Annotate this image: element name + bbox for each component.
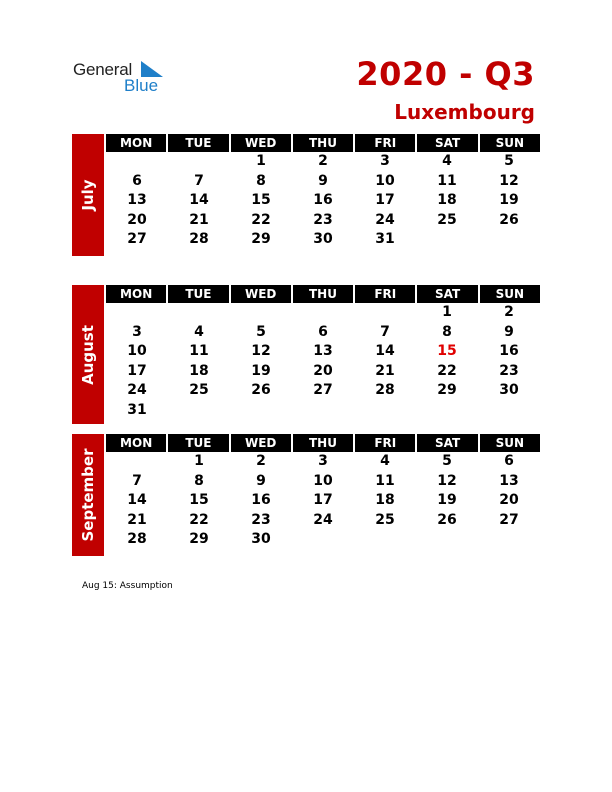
calendar-grid (104, 285, 540, 420)
day-cell: 15 (189, 492, 209, 508)
day-cell (478, 230, 540, 250)
day-cell: 27 (313, 382, 333, 398)
day-cell: 26 (251, 382, 271, 398)
day-cell: 4 (380, 453, 390, 469)
weekday-header-row (106, 285, 540, 303)
day-cell (292, 303, 354, 323)
day-cell: 27 (499, 511, 519, 528)
weekday-header: TUE (168, 134, 228, 152)
day-cell (106, 303, 168, 323)
day-cell: 6 (132, 172, 142, 189)
day-cell (354, 530, 416, 550)
day-cell: 22 (437, 362, 457, 379)
weekday-header: MON (106, 285, 166, 303)
week-row (106, 511, 540, 531)
day-cell: 16 (251, 492, 271, 508)
weekday-header: MON (106, 434, 166, 452)
day-cell: 31 (375, 231, 395, 247)
day-cell: 20 (499, 492, 519, 508)
day-cell (168, 401, 230, 421)
weekday-header: THU (293, 285, 353, 303)
day-cell: 10 (313, 472, 333, 489)
day-cell: 18 (189, 362, 209, 379)
day-cell: 13 (499, 472, 519, 489)
day-cell: 8 (442, 323, 452, 340)
logo-word-general: General (73, 60, 133, 79)
logo-triangle-icon (141, 61, 163, 77)
week-row (106, 211, 540, 231)
day-cell: 25 (437, 211, 457, 228)
week-row (106, 381, 540, 401)
weekday-header: SAT (417, 134, 477, 152)
day-cell: 1 (194, 453, 204, 469)
day-cell: 8 (194, 472, 204, 489)
day-cell: 26 (499, 211, 519, 228)
day-cell: 23 (499, 362, 519, 379)
day-cell: 20 (127, 211, 147, 228)
day-cell: 13 (127, 192, 147, 208)
day-cell (416, 230, 478, 250)
day-cell: 21 (375, 362, 395, 379)
weekday-header: FRI (355, 434, 415, 452)
weekday-header: WED (231, 134, 291, 152)
day-cell (354, 401, 416, 421)
day-cell: 21 (127, 511, 147, 528)
day-cell: 28 (127, 531, 147, 547)
day-cell: 12 (251, 343, 271, 359)
month-name: July (79, 179, 97, 211)
day-cell: 18 (375, 492, 395, 508)
weekday-header: SAT (417, 285, 477, 303)
day-cell (478, 530, 540, 550)
logo-word-blue: Blue (124, 76, 159, 95)
month-tab (72, 134, 104, 256)
day-cell (292, 401, 354, 421)
week-row (106, 303, 540, 323)
day-cell: 30 (499, 382, 519, 398)
day-cell: 17 (313, 492, 333, 508)
week-row (106, 230, 540, 250)
day-cell: 12 (499, 172, 519, 189)
day-cell: 9 (256, 472, 266, 489)
day-cell: 11 (375, 472, 395, 489)
day-cell: 3 (132, 323, 142, 340)
day-cell (106, 452, 168, 472)
day-cell: 6 (318, 323, 328, 340)
day-cell (168, 152, 230, 172)
day-cell: 27 (127, 231, 147, 247)
day-cell (230, 303, 292, 323)
day-cell (106, 152, 168, 172)
week-row (106, 191, 540, 211)
week-row (106, 491, 540, 511)
day-cell: 2 (504, 304, 514, 320)
weekday-header: FRI (355, 285, 415, 303)
day-cell: 16 (499, 343, 519, 359)
week-row (106, 401, 540, 421)
day-cell: 23 (313, 211, 333, 228)
day-cell: 25 (375, 511, 395, 528)
brand-logo (73, 60, 173, 96)
day-cell: 17 (375, 192, 395, 208)
day-cell: 5 (256, 323, 266, 340)
day-cell: 11 (437, 172, 457, 189)
day-cell (292, 530, 354, 550)
day-cell: 29 (251, 231, 271, 247)
country-name: Luxembourg (394, 100, 535, 124)
day-cell: 1 (256, 153, 266, 169)
day-cell (168, 303, 230, 323)
day-cell: 7 (380, 323, 390, 340)
day-cell: 19 (499, 192, 519, 208)
weekday-header: FRI (355, 134, 415, 152)
day-cell: 19 (251, 362, 271, 379)
day-cell: 4 (194, 323, 204, 340)
weekday-header: THU (293, 434, 353, 452)
day-cell: 19 (437, 492, 457, 508)
day-cell: 4 (442, 153, 452, 169)
month-name: August (79, 324, 97, 385)
day-cell: 31 (127, 401, 147, 418)
day-cell (416, 530, 478, 550)
month-tab (72, 434, 104, 556)
day-cell: 17 (127, 362, 147, 379)
day-cell: 2 (318, 153, 328, 169)
calendar-grid (104, 134, 540, 250)
day-cell: 14 (375, 343, 395, 359)
day-cell: 14 (127, 492, 147, 508)
day-cell: 12 (437, 472, 457, 489)
month-name: September (79, 448, 97, 542)
day-cell: 16 (313, 192, 333, 208)
day-cell: 15 (251, 192, 271, 208)
day-cell: 6 (504, 453, 514, 469)
week-row (106, 152, 540, 172)
day-cell: 26 (437, 511, 457, 528)
day-cell: 20 (313, 362, 333, 379)
holiday-day-cell: 15 (437, 343, 457, 359)
day-cell: 10 (375, 172, 395, 189)
week-row (106, 472, 540, 492)
holiday-note: Aug 15: Assumption (82, 581, 173, 591)
day-cell: 25 (189, 382, 209, 398)
day-cell: 5 (442, 453, 452, 469)
day-cell: 9 (504, 323, 514, 340)
day-cell: 29 (189, 531, 209, 547)
weekday-header: TUE (168, 285, 228, 303)
weekday-header: WED (231, 285, 291, 303)
day-cell: 7 (132, 472, 142, 489)
day-cell: 2 (256, 453, 266, 469)
day-cell: 29 (437, 382, 457, 398)
weekday-header: SUN (480, 285, 540, 303)
day-cell: 30 (313, 231, 333, 247)
weekday-header: SUN (480, 434, 540, 452)
day-cell: 30 (251, 531, 271, 547)
week-row (106, 172, 540, 192)
weekday-header: SUN (480, 134, 540, 152)
day-cell (478, 401, 540, 421)
day-cell: 14 (189, 192, 209, 208)
page-title: 2020 - Q3 (356, 55, 535, 93)
day-cell: 23 (251, 511, 271, 528)
week-row (106, 452, 540, 472)
week-row (106, 362, 540, 382)
day-cell: 21 (189, 211, 209, 228)
day-cell: 28 (375, 382, 395, 398)
day-cell: 8 (256, 172, 266, 189)
day-cell: 3 (380, 153, 390, 169)
weekday-header: WED (231, 434, 291, 452)
weekday-header-row (106, 134, 540, 152)
day-cell: 24 (375, 211, 395, 228)
weekday-header-row (106, 434, 540, 452)
weekday-header: TUE (168, 434, 228, 452)
day-cell: 10 (127, 343, 147, 359)
day-cell: 13 (313, 343, 333, 359)
day-cell: 3 (318, 453, 328, 469)
calendar-grid (104, 434, 540, 550)
month-tab (72, 285, 104, 424)
day-cell: 11 (189, 343, 209, 359)
day-cell: 24 (127, 382, 147, 398)
weekday-header: THU (293, 134, 353, 152)
week-row (106, 530, 540, 550)
week-row (106, 323, 540, 343)
day-cell: 18 (437, 192, 457, 208)
day-cell (416, 401, 478, 421)
day-cell: 22 (251, 211, 271, 228)
day-cell: 24 (313, 511, 333, 528)
day-cell: 28 (189, 231, 209, 247)
day-cell: 5 (504, 153, 514, 169)
day-cell: 7 (194, 172, 204, 189)
day-cell (230, 401, 292, 421)
day-cell (354, 303, 416, 323)
day-cell: 1 (442, 304, 452, 320)
weekday-header: SAT (417, 434, 477, 452)
day-cell: 9 (318, 172, 328, 189)
day-cell: 22 (189, 511, 209, 528)
weekday-header: MON (106, 134, 166, 152)
week-row (106, 342, 540, 362)
